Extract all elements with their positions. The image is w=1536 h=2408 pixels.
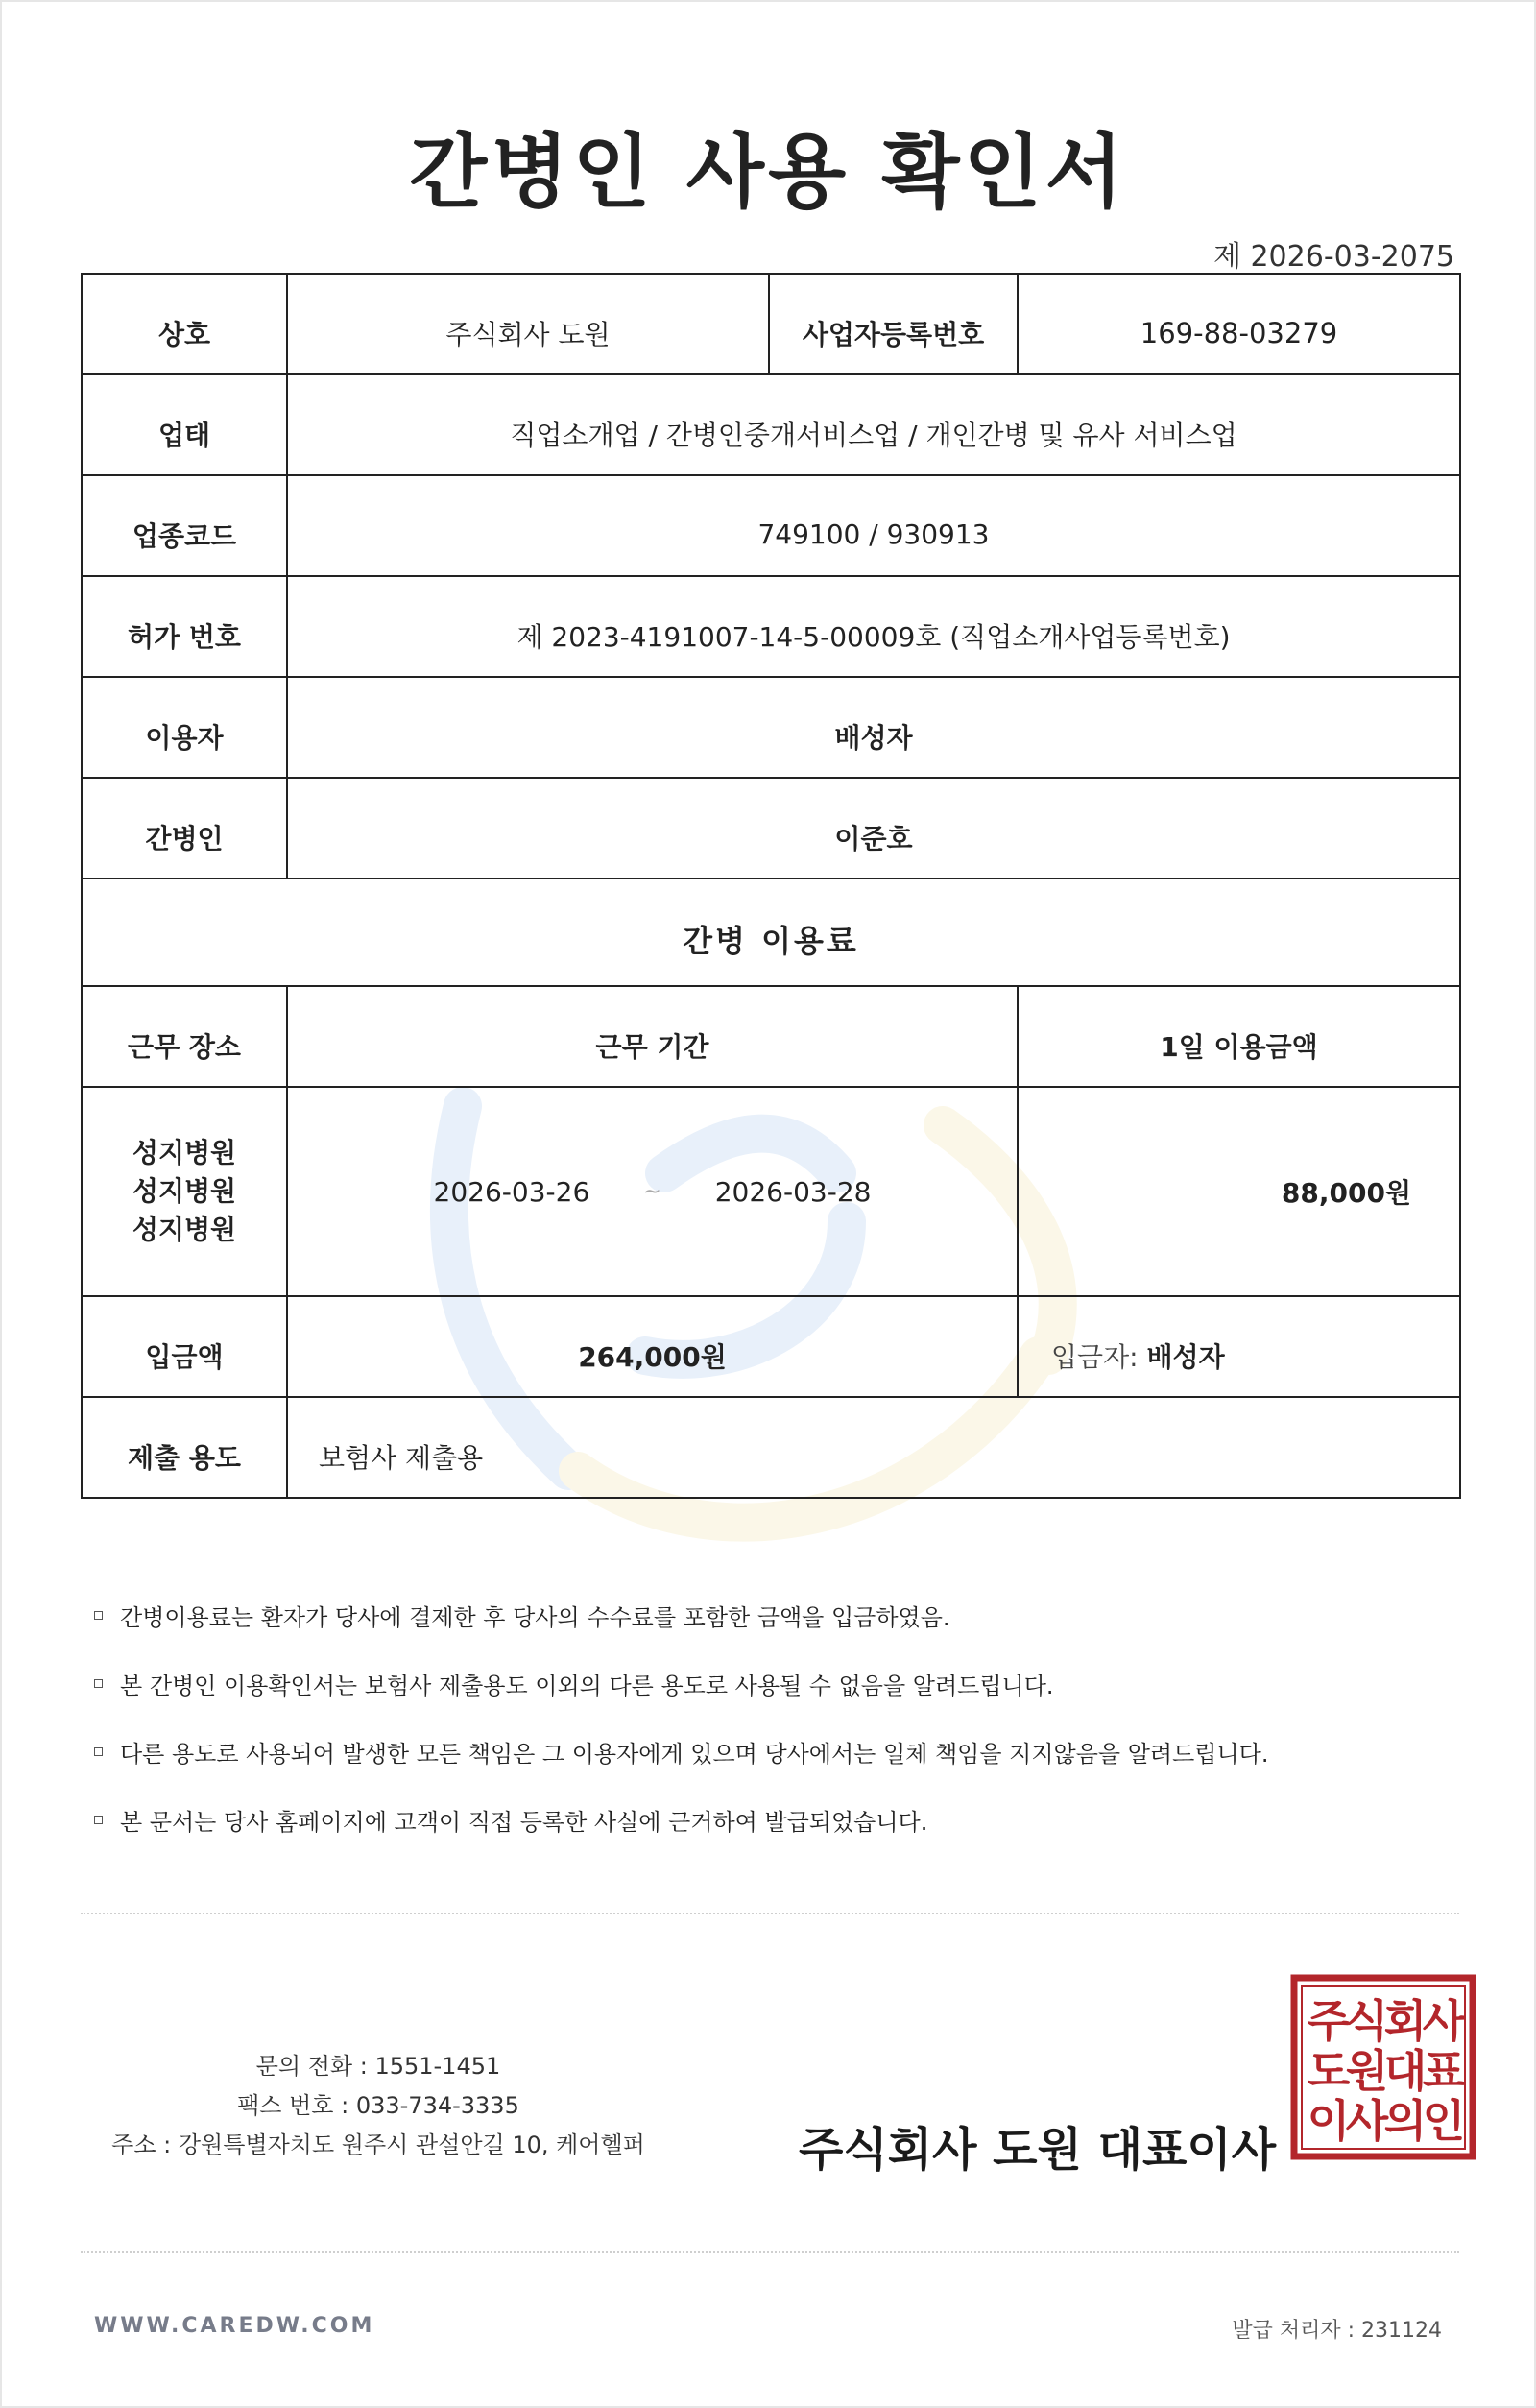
period-separator: ~: [643, 1179, 661, 1204]
row-biz-type: [82, 374, 1460, 475]
note-text: 본 간병인 이용확인서는 보험사 제출용도 이외의 다른 용도로 사용될 수 없음을 알려드립니다.: [120, 1673, 1054, 1699]
note-text: 간병이용료는 환자가 당사에 결제한 후 당사의 수수료를 포함한 금액을 입금하였음.: [120, 1604, 950, 1631]
svg-text:주: 주: [1307, 1995, 1351, 2047]
period-start: 2026-03-26: [433, 1175, 590, 1208]
work-place: 성지병원: [132, 1137, 237, 1168]
svg-text:도: 도: [1307, 2045, 1351, 2097]
row-fee-header: [82, 986, 1460, 1087]
biz-type-label: 업태: [82, 374, 287, 475]
payer: [1018, 1296, 1460, 1397]
industry-code-label: 업종코드: [82, 475, 287, 576]
company-name: 주식회사 도원: [287, 274, 769, 374]
usage-purpose: 보험사 제출용: [287, 1397, 1460, 1498]
daily-amount: 88,000원: [1018, 1087, 1460, 1296]
col-daily: 1일 이용금액: [1018, 986, 1460, 1087]
row-deposit: [82, 1296, 1460, 1397]
deposit-label: 입금액: [82, 1296, 287, 1397]
reg-no-label: 사업자등록번호: [769, 274, 1018, 374]
caregiver-name: 이준호: [287, 778, 1460, 879]
period-end: 2026-03-28: [714, 1175, 872, 1208]
license-label: 허가 번호: [82, 576, 287, 677]
row-usage: [82, 1397, 1460, 1498]
svg-text:이: 이: [1307, 2095, 1351, 2147]
user-label: 이용자: [82, 677, 287, 778]
website-link[interactable]: WWW.CAREDW.COM: [94, 2314, 375, 2338]
row-license: [82, 576, 1460, 677]
contact-address: 주소 : 강원특별자치도 원주시 관설안길 10, 케어헬퍼: [111, 2131, 645, 2158]
col-period: 근무 기간: [287, 986, 1018, 1087]
svg-text:사: 사: [1345, 2095, 1389, 2147]
work-place: 성지병원: [132, 1214, 237, 1245]
divider-top: [81, 1913, 1459, 1914]
biz-type: 직업소개업 / 간병인중개서비스업 / 개인간병 및 유사 서비스업: [287, 374, 1460, 475]
row-company: [82, 274, 1460, 374]
company-seal-icon: [1290, 1974, 1476, 2160]
svg-text:인: 인: [1422, 2095, 1466, 2147]
bullet-icon: [94, 1679, 103, 1688]
svg-text:표: 표: [1422, 2045, 1466, 2097]
svg-text:사: 사: [1422, 1995, 1466, 2047]
contact-phone: 문의 전화 : 1551-1451: [255, 2053, 501, 2080]
note-item: [94, 1649, 1457, 1718]
company-name-label: 상호: [82, 274, 287, 374]
note-item: [94, 1718, 1457, 1786]
reg-no: 169-88-03279: [1018, 274, 1460, 374]
work-period: [287, 1087, 1018, 1296]
svg-text:대: 대: [1383, 2045, 1428, 2097]
ceo-signature-line: 주식회사 도원 대표이사: [799, 2123, 1277, 2177]
row-user: [82, 677, 1460, 778]
svg-text:회: 회: [1383, 1995, 1428, 2047]
license-number: 제 2023-4191007-14-5-00009호 (직업소개사업등록번호): [287, 576, 1460, 677]
notes-list: [94, 1581, 1457, 1854]
info-table: [81, 273, 1461, 1499]
usage-label: 제출 용도: [82, 1397, 287, 1498]
work-place: 성지병원: [132, 1175, 237, 1207]
payer-label: 입금자:: [1051, 1340, 1139, 1373]
work-places: [82, 1087, 287, 1296]
bullet-icon: [94, 1611, 103, 1620]
issuer-info: 발급 처리자 : 231124: [1232, 2319, 1442, 2343]
row-industry-code: [82, 475, 1460, 576]
note-text: 다른 용도로 사용되어 발생한 모든 책임은 그 이용자에게 있으며 당사에서는 일체 책임을 지지않음을 알려드립니다.: [120, 1741, 1269, 1768]
svg-text:원: 원: [1345, 2045, 1389, 2097]
payer-name: 배성자: [1146, 1340, 1225, 1373]
contact-info: [81, 2047, 676, 2165]
fee-section-title: 간병 이용료: [82, 879, 1460, 986]
deposit-amount: 264,000원: [287, 1296, 1018, 1397]
note-item: [94, 1786, 1457, 1854]
row-caregiver: [82, 778, 1460, 879]
industry-code: 749100 / 930913: [287, 475, 1460, 576]
caregiver-label: 간병인: [82, 778, 287, 879]
svg-text:의: 의: [1383, 2095, 1428, 2147]
note-text: 본 문서는 당사 홈페이지에 고객이 직접 등록한 사실에 근거하여 발급되었습니다.: [120, 1809, 928, 1836]
user-name: 배성자: [287, 677, 1460, 778]
note-item: [94, 1581, 1457, 1649]
contact-fax: 팩스 번호 : 033-734-3335: [237, 2092, 519, 2119]
document-title: 간병인 사용 확인서: [409, 125, 1127, 219]
bullet-icon: [94, 1816, 103, 1824]
svg-text:식: 식: [1345, 1995, 1389, 2047]
document-number: 제 2026-03-2075: [1212, 240, 1454, 274]
row-fee-detail: [82, 1087, 1460, 1296]
row-fee-title: [82, 879, 1460, 986]
divider-bottom: [81, 2251, 1459, 2253]
col-place: 근무 장소: [82, 986, 287, 1087]
bullet-icon: [94, 1747, 103, 1756]
